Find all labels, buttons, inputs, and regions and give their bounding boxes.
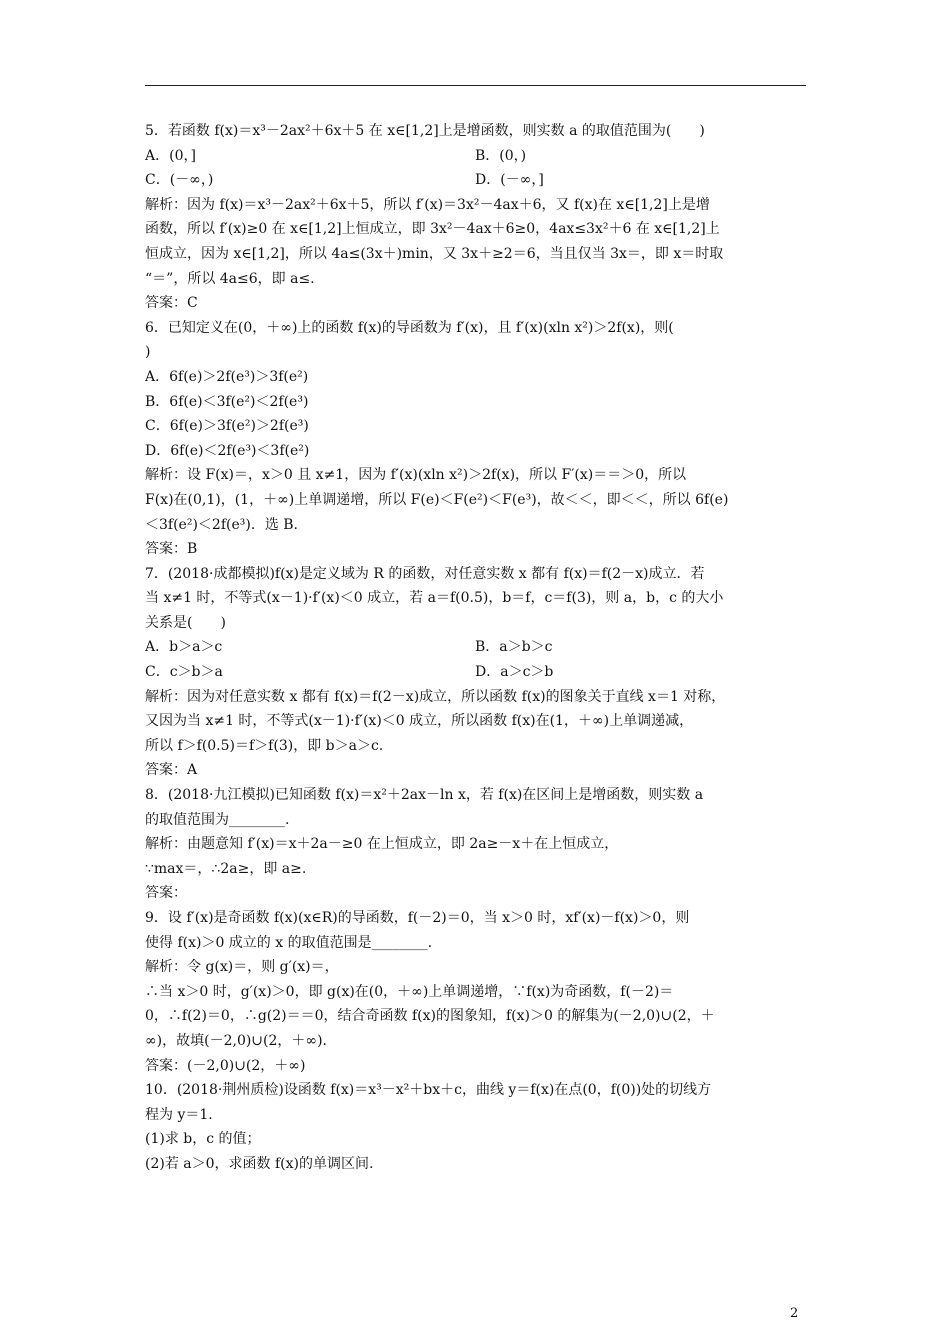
- text-line: 答案：C: [145, 295, 198, 312]
- text-line: (1)求 b，c 的值；: [145, 1131, 261, 1148]
- option-item: D．a＞c＞b: [475, 664, 554, 681]
- text-line: 解析：设 F(x)＝，x＞0 且 x≠1，因为 f′(x)(xln x²)＞2f(x)，所以 F′(x)＝＝＞0，所以: [145, 467, 687, 484]
- text-line: 又因为当 x≠1 时，不等式(x－1)·f′(x)＜0 成立，所以函数 f(x)在(1，＋∞)上单调递减，: [145, 713, 694, 730]
- text-line: 答案：(－2,0)∪(2，＋∞): [145, 1057, 306, 1074]
- text-line: D．6f(e)＜2f(e³)＜3f(e²): [145, 442, 310, 459]
- text-line: “＝”，所以 4a≤6，即 a≤.: [145, 270, 315, 287]
- text-line: 的取值范围为________.: [145, 811, 290, 828]
- option-row: [145, 660, 810, 685]
- option-row: [145, 635, 810, 660]
- text-line: 8．(2018·九江模拟)已知函数 f(x)＝x²＋2ax－ln x，若 f(x)在区间上是增函数，则实数 a: [145, 787, 704, 804]
- option-item: C．c＞b＞a: [145, 664, 223, 681]
- text-line: 10．(2018·荆州质检)设函数 f(x)＝x³－x²＋bx＋c，曲线 y＝f(x)在点(0，f(0))处的切线方: [145, 1082, 712, 1099]
- text-line: 解析：令 g(x)＝，则 g′(x)＝，: [145, 959, 339, 976]
- text-line: 6．已知定义在(0，＋∞)上的函数 f(x)的导函数为 f′(x)，且 f′(x)(xln x²)＞2f(x)，则(: [145, 319, 674, 336]
- text-line: 所以 f＞f(0.5)＝f＞f(3)，即 b＞a＞c.: [145, 737, 384, 754]
- page-number: 2: [790, 1306, 799, 1321]
- text-line: 解析：由题意知 f′(x)＝x＋2a－≥0 在上恒成立，即 2a≥－x＋在上恒成立，: [145, 836, 619, 853]
- text-line: ): [145, 344, 151, 361]
- text-line: 答案：B: [145, 541, 198, 558]
- text-line: F(x)在(0,1)，(1，＋∞)上单调递增，所以 F(e)＜F(e²)＜F(e³)，故＜＜，即＜＜，所以 6f(e): [145, 491, 729, 508]
- text-line: 答案：: [145, 885, 187, 902]
- option-item: A．b＞a＞c: [145, 639, 223, 656]
- option-item: B．(0，): [475, 147, 527, 164]
- text-line: 解析：因为对任意实数 x 都有 f(x)＝f(2－x)成立，所以函数 f(x)的图象关于直线 x＝1 对称，: [145, 688, 726, 705]
- option-item: C．(－∞，): [145, 172, 214, 189]
- option-row: [145, 168, 810, 193]
- text-line: A．6f(e)＞2f(e³)＞3f(e²): [145, 368, 309, 385]
- text-line: 5．若函数 f(x)＝x³－2ax²＋6x＋5 在 x∈[1,2]上是增函数，则实数 a 的取值范围为( ): [145, 123, 705, 139]
- text-line: C．6f(e)＞3f(e²)＞2f(e³): [145, 418, 309, 435]
- option-item: D．(－∞，]: [475, 172, 544, 189]
- text-line: 解析：因为 f(x)＝x³－2ax²＋6x＋5，所以 f′(x)＝3x²－4ax＋6，又 f(x)在 x∈[1,2]上是增: [145, 196, 710, 213]
- text-line: 关系是( ): [145, 614, 226, 631]
- text-line: 使得 f(x)＞0 成立的 x 的取值范围是________.: [145, 934, 433, 951]
- text-line: ∵max＝，∴2a≥，即 a≥.: [145, 860, 307, 877]
- text-line: 函数，所以 f′(x)≥0 在 x∈[1,2]上恒成立，即 3x²－4ax＋6≥0，4ax≤3x²＋6 在 x∈[1,2]上: [145, 221, 720, 238]
- text-line: ＜3f(e²)＜2f(e³)．选 B.: [145, 516, 299, 533]
- text-line: ∞)，故填(－2,0)∪(2，＋∞)．: [145, 1032, 337, 1049]
- option-item: A．(0，]: [145, 147, 196, 164]
- text-line: ∴当 x＞0 时，g′(x)＞0，即 g(x)在(0，＋∞)上单调递增，∵f(x)为奇函数，f(－2)＝: [145, 983, 674, 1000]
- document-body: [145, 119, 810, 1177]
- text-line: 9．设 f′(x)是奇函数 f(x)(x∈R)的导函数，f(－2)＝0，当 x＞0 时，xf′(x)－f(x)＞0，则: [145, 910, 690, 926]
- text-line: 程为 y＝1.: [145, 1106, 213, 1123]
- option-row: [145, 144, 810, 169]
- text-line: 答案：A: [145, 762, 198, 779]
- text-line: 当 x≠1 时，不等式(x－1)·f′(x)＜0 成立，若 a＝f(0.5)，b＝f，c＝f(3)，则 a，b，c 的大小: [145, 590, 724, 607]
- header-rule: [145, 85, 806, 86]
- text-line: B．6f(e)＜3f(e²)＜2f(e³): [145, 393, 309, 410]
- option-item: B．a＞b＞c: [475, 639, 553, 656]
- text-line: (2)若 a＞0，求函数 f(x)的单调区间.: [145, 1155, 374, 1172]
- text-line: 7．(2018·成都模拟)f(x)是定义域为 R 的函数，对任意实数 x 都有 f(x)＝f(2－x)成立．若: [145, 565, 705, 582]
- text-line: 恒成立，因为 x∈[1,2]，所以 4a≤(3x＋)min，又 3x＋≥2＝6，当且仅当 3x＝，即 x＝时取: [145, 245, 724, 262]
- text-line: 0，∴f(2)＝0，∴g(2)＝＝0，结合奇函数 f(x)的图象知，f(x)＞0 的解集为(－2,0)∪(2，＋: [145, 1008, 715, 1025]
